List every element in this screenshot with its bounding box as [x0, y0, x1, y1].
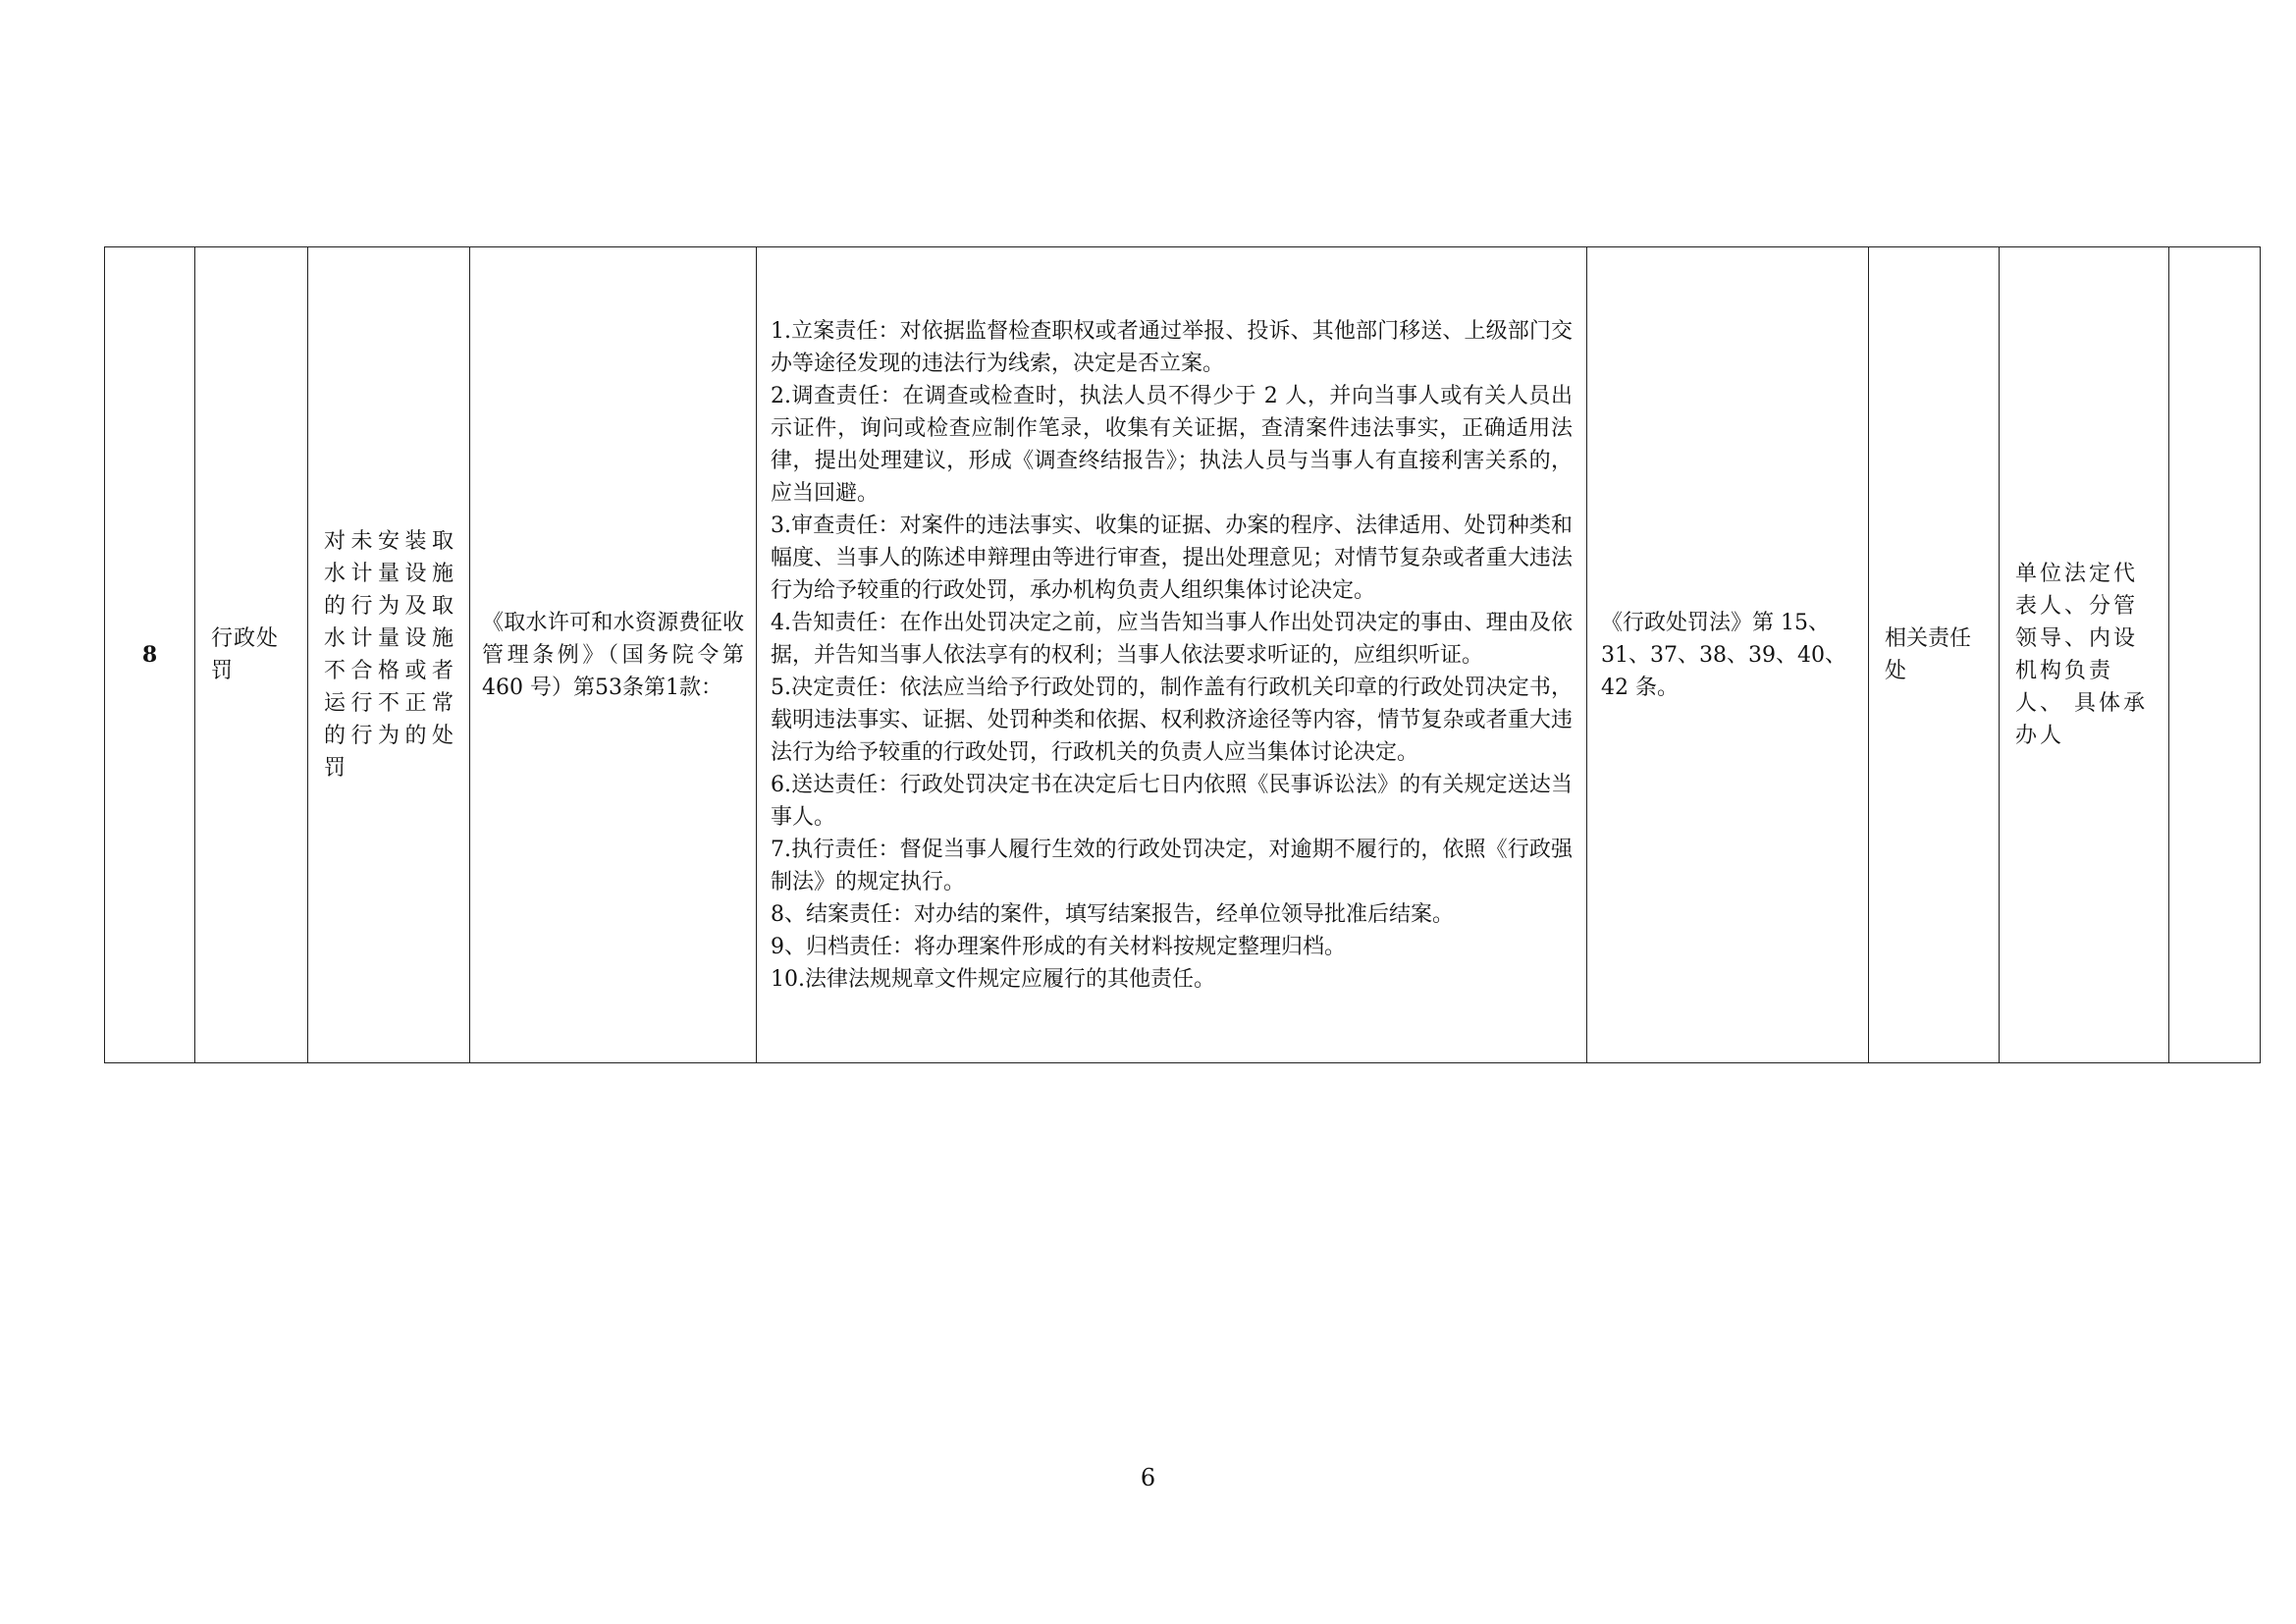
table-row — [105, 247, 2261, 1063]
legal-basis-cell: 《取水许可和水资源费征收管理条例》（国务院令第 460 号）第53条第1款： — [470, 247, 757, 1063]
responsibility-item: 6.送达责任：行政处罚决定书在决定后七日内依照《民事诉讼法》的有关规定送达当事人。 — [771, 772, 1573, 830]
responsibility-item: 7.执行责任：督促当事人履行生效的行政处罚决定，对逾期不履行的，依照《行政强制法》的规定执行。 — [771, 837, 1573, 894]
row-number-cell: 8 — [105, 247, 195, 1063]
department-cell: 相关责任处 — [1869, 247, 2000, 1063]
responsibility-item: 4.告知责任：在作出处罚决定之前，应当告知当事人作出处罚决定的事由、理由及依据，并告知当事人依法享有的权利；当事人依法要求听证的，应组织听证。 — [771, 610, 1573, 668]
responsible-persons-cell: 单位法定代表人、分管领导、内设机构负责人、 具体承办人 — [2000, 247, 2169, 1063]
responsibility-item: 3.审查责任：对案件的违法事实、收集的证据、办案的程序、法律适用、处罚种类和幅度、当事人的陈述申辩理由等进行审查，提出处理意见；对情节复杂或者重大违法行为给予较重的行政处罚，承办机构负责人组织集体讨论决定。 — [771, 513, 1573, 603]
responsibility-item: 2.调查责任：在调查或检查时，执法人员不得少于 2 人，并向当事人或有关人员出示证件，询问或检查应制作笔录，收集有关证据，查清案件违法事实，正确适用法律，提出处理建议，形成《调查终结报告》；执法人员与当事人有直接利害关系的，应当回避。 — [771, 383, 1573, 506]
item-name-cell: 对未安装取水计量设施的行为及取水计量设施不合格或者运行不正常的行为的处罚 — [308, 247, 470, 1063]
responsibility-basis-cell: 《行政处罚法》第 15、31、37、38、39、40、42 条。 — [1587, 247, 1869, 1063]
responsibility-table — [104, 246, 2261, 1063]
responsibility-item: 10.法律法规规章文件规定应履行的其他责任。 — [771, 966, 1215, 992]
remarks-cell — [2169, 247, 2261, 1063]
responsibility-item: 5.决定责任：依法应当给予行政处罚的，制作盖有行政机关印章的行政处罚决定书，载明违法事实、证据、处罚种类和依据、权利救济途径等内容，情节复杂或者重大违法行为给予较重的行政处罚，行政机关的负责人应当集体讨论决定。 — [771, 675, 1573, 765]
responsibility-item: 8、结案责任：对办结的案件，填写结案报告，经单位领导批准后结案。 — [771, 901, 1454, 927]
responsibility-item: 1.立案责任：对依据监督检查职权或者通过举报、投诉、其他部门移送、上级部门交办等途径发现的违法行为线索，决定是否立案。 — [771, 318, 1573, 376]
category-cell: 行政处罚 — [195, 247, 308, 1063]
page-number: 6 — [1140, 1464, 1156, 1491]
responsibility-item: 9、归档责任：将办理案件形成的有关材料按规定整理归档。 — [771, 934, 1346, 959]
responsibilities-cell — [757, 247, 1587, 1063]
